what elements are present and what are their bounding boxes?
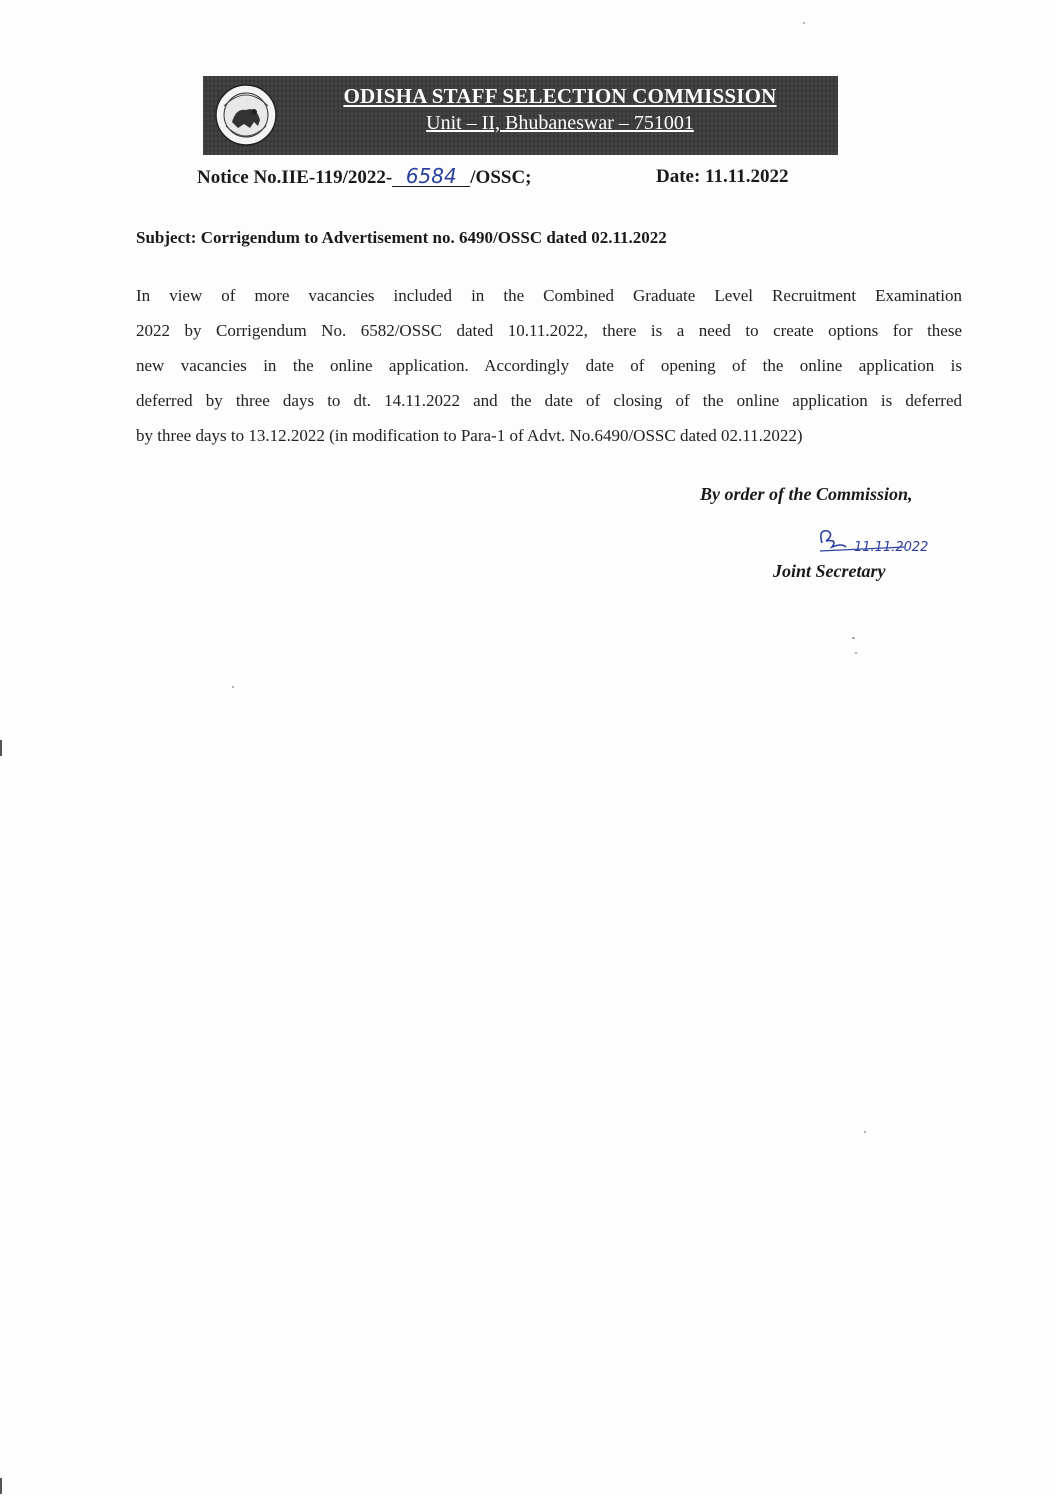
notice-number	[197, 166, 532, 189]
organization-address: Unit – II, Bhubaneswar – 751001	[426, 112, 694, 134]
notice-date: Date: 11.11.2022	[656, 166, 789, 187]
body-line: deferred by three days to dt. 14.11.2022 and the date of closing of the online application is deferred	[136, 391, 962, 410]
scan-speck	[852, 637, 855, 639]
organization-name: ODISHA STAFF SELECTION COMMISSION	[343, 84, 777, 108]
notice-suffix: /OSSC;	[470, 167, 532, 188]
signatory-role: Joint Secretary	[773, 561, 886, 581]
body-line: new vacancies in the online application. Accordingly date of opening of the online application is	[136, 356, 962, 375]
signature-icon	[808, 521, 928, 561]
scan-speck	[855, 652, 857, 654]
scan-speck	[803, 22, 805, 24]
body-paragraph	[136, 278, 962, 453]
body-line: 2022 by Corrigendum No. 6582/OSSC dated 10.11.2022, there is a need to create options for these	[136, 321, 962, 340]
scan-speck	[232, 686, 234, 688]
scan-edge-mark	[0, 1478, 2, 1494]
notice-prefix: Notice No.IIE-119/2022-	[197, 167, 393, 188]
scan-edge-mark	[0, 740, 2, 756]
subject-line: Subject: Corrigendum to Advertisement no. 6490/OSSC dated 02.11.2022	[136, 228, 667, 247]
by-order-text: By order of the Commission,	[700, 484, 913, 504]
notice-handwritten-number: 6584	[392, 166, 470, 187]
odisha-emblem-icon	[214, 82, 278, 148]
body-line: by three days to 13.12.2022 (in modification to Para-1 of Advt. No.6490/OSSC dated 02.11.2022)	[136, 426, 803, 445]
signature-date: 11.11.2022	[854, 540, 928, 555]
body-line: In view of more vacancies included in the Combined Graduate Level Recruitment Examination	[136, 286, 962, 305]
scan-speck	[864, 1131, 866, 1133]
